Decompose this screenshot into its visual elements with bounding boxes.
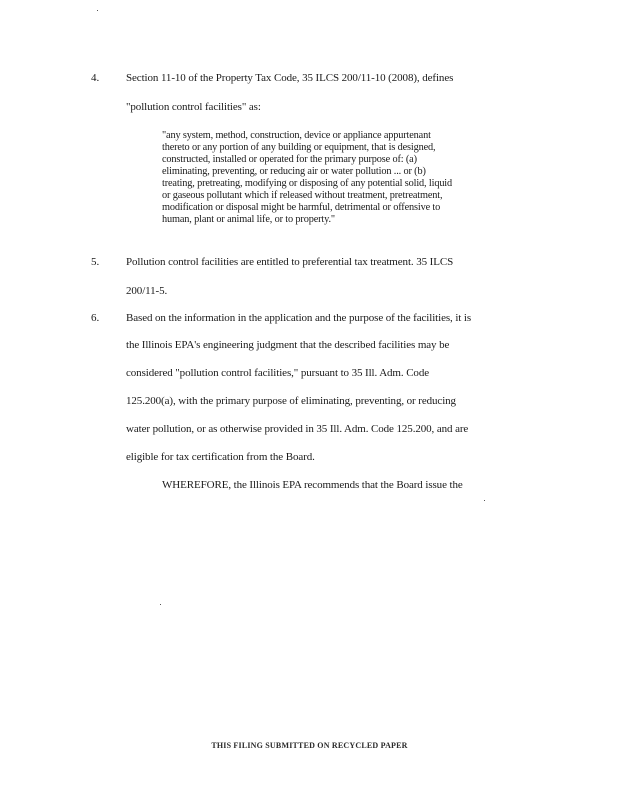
- paragraph-6-line-3: considered "pollution control facilities," pursuant to 35 Ill. Adm. Code: [126, 367, 430, 379]
- quote-line-7: modification or disposal might be harmful, detrimental or offensive to: [162, 202, 441, 213]
- paragraph-4-line-2: "pollution control facilities" as:: [126, 101, 261, 113]
- quote-line-5: treating, pretreating, modifying or disposing of any potential solid, liquid: [162, 178, 453, 189]
- paragraph-6-line-6: eligible for tax certification from the Board.: [126, 451, 315, 463]
- quote-line-3: constructed, installed or operated for the primary purpose of: (a): [162, 154, 417, 165]
- quote-line-1: "any system, method, construction, device or appliance appurtenant: [162, 130, 431, 141]
- paragraph-5-line-1: Pollution control facilities are entitled to preferential tax treatment. 35 ILCS: [126, 256, 454, 268]
- paragraph-6-line-4: 125.200(a), with the primary purpose of eliminating, preventing, or reducing: [126, 395, 456, 407]
- quote-line-6: or gaseous pollutant which if released without treatment, pretreatment,: [162, 190, 443, 201]
- paragraph-4-number: 4.: [91, 72, 100, 84]
- scan-speck: [160, 604, 161, 605]
- paragraph-4-line-1: Section 11-10 of the Property Tax Code, 35 ILCS 200/11-10 (2008), defines: [126, 72, 454, 84]
- paragraph-6-line-1: Based on the information in the application and the purpose of the facilities, it is: [126, 312, 472, 324]
- quote-line-8: human, plant or animal life, or to property.": [162, 214, 335, 225]
- paragraph-6-number: 6.: [91, 312, 100, 324]
- scan-speck: [97, 10, 98, 11]
- paragraph-6-line-5: water pollution, or as otherwise provided in 35 Ill. Adm. Code 125.200, and are: [126, 423, 469, 435]
- scan-speck: [484, 500, 485, 501]
- paragraph-5-number: 5.: [91, 256, 100, 268]
- quote-line-2: thereto or any portion of any building or equipment, that is designed,: [162, 142, 436, 153]
- wherefore-line: WHEREFORE, the Illinois EPA recommends that the Board issue the: [162, 479, 463, 491]
- recycled-paper-footer: THIS FILING SUBMITTED ON RECYCLED PAPER: [211, 741, 408, 750]
- paragraph-5-line-2: 200/11-5.: [126, 285, 168, 297]
- paragraph-6-line-2: the Illinois EPA's engineering judgment that the described facilities may be: [126, 339, 450, 351]
- quote-line-4: eliminating, preventing, or reducing air or water pollution ... or (b): [162, 166, 426, 177]
